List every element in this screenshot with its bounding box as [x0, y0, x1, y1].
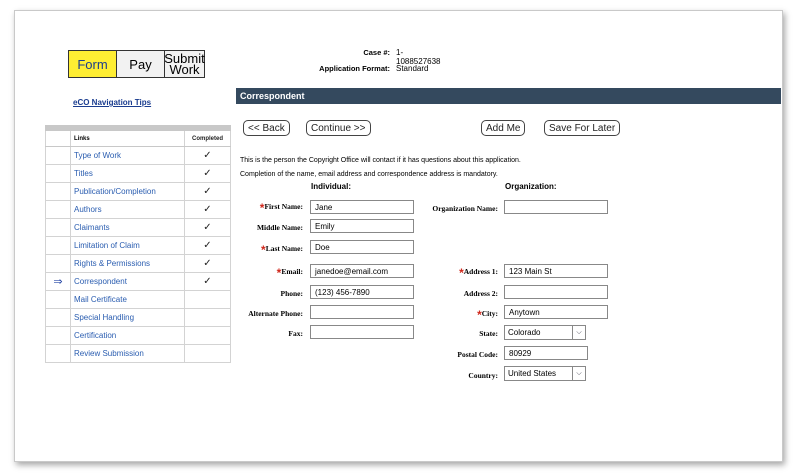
- required-marker: *: [477, 308, 482, 322]
- email-label: [230, 266, 303, 280]
- row-marker-cell: [45, 291, 71, 308]
- save-for-later-button[interactable]: [544, 120, 620, 136]
- last-name-label-text: Last Name:: [265, 244, 303, 253]
- sidebar-link[interactable]: Correspondent: [71, 273, 185, 290]
- first-name-field[interactable]: Jane: [310, 200, 414, 214]
- sidebar-link[interactable]: Mail Certificate: [71, 291, 185, 308]
- case-number-value: 1-1088527638: [396, 48, 441, 66]
- postal-code-label: Postal Code:: [457, 350, 498, 359]
- country-select[interactable]: [504, 366, 586, 381]
- links-table-row: [45, 237, 231, 255]
- last-name-label: [230, 243, 303, 257]
- info-line-1: This is the person the Copyright Office will contact if it has questions about this application.: [240, 157, 521, 164]
- required-marker: *: [276, 266, 282, 280]
- back-button-label: << Back: [248, 122, 285, 134]
- sidebar-link[interactable]: Rights & Permissions: [71, 255, 185, 272]
- alternate-phone-field[interactable]: [310, 305, 414, 319]
- alternate-phone-label: Alternate Phone:: [248, 309, 303, 318]
- fax-field[interactable]: [310, 325, 414, 339]
- step-form-tab[interactable]: Form: [69, 51, 117, 77]
- state-label: State:: [479, 329, 498, 338]
- address-2-label: Address 2:: [463, 289, 498, 298]
- check-icon: ✓: [185, 237, 231, 254]
- email-field[interactable]: janedoe@email.com: [310, 264, 414, 278]
- arrow-right-icon: ⇒: [45, 273, 71, 290]
- first-name-label: [230, 201, 303, 215]
- links-table-row: [45, 309, 231, 327]
- row-marker-cell: [45, 183, 71, 200]
- step-pay-tab[interactable]: Pay: [117, 51, 165, 77]
- row-marker-cell: [45, 165, 71, 182]
- add-me-button-label: Add Me: [486, 122, 521, 134]
- application-format-value: Standard: [396, 64, 429, 73]
- city-field[interactable]: Anytown: [504, 305, 608, 319]
- header-completed: Completed: [185, 131, 231, 146]
- organization-name-label: Organization Name:: [432, 204, 498, 213]
- completed-cell: [185, 309, 231, 326]
- address-1-field[interactable]: 123 Main St: [504, 264, 608, 278]
- completed-cell: [185, 327, 231, 344]
- links-table-row: [45, 147, 231, 165]
- middle-name-field[interactable]: Emily: [310, 219, 414, 233]
- links-table-row: [45, 255, 231, 273]
- country-value: United States: [508, 369, 557, 378]
- links-table-row: [45, 327, 231, 345]
- links-table-row: [45, 291, 231, 309]
- check-icon: ✓: [185, 201, 231, 218]
- case-number-label: Case #:: [363, 48, 390, 57]
- phone-label: Phone:: [280, 289, 303, 298]
- check-icon: ✓: [185, 273, 231, 290]
- row-marker-cell: [45, 345, 71, 362]
- links-table-row: [45, 165, 231, 183]
- country-label: Country:: [468, 371, 498, 380]
- city-label-text: City:: [481, 309, 498, 318]
- row-marker-cell: [45, 219, 71, 236]
- address-2-field[interactable]: [504, 285, 608, 299]
- row-marker-cell: [45, 327, 71, 344]
- row-marker-cell: [45, 255, 71, 272]
- save-for-later-button-label: Save For Later: [549, 122, 616, 134]
- row-marker-cell: [45, 147, 71, 164]
- info-line-2: Completion of the name, email address and correspondence address is mandatory.: [240, 171, 498, 178]
- continue-button[interactable]: [306, 120, 371, 136]
- sidebar-link[interactable]: Certification: [71, 327, 185, 344]
- check-icon: ✓: [185, 255, 231, 272]
- required-marker: *: [259, 201, 265, 215]
- sidebar-link[interactable]: Special Handling: [71, 309, 185, 326]
- sidebar-link[interactable]: Claimants: [71, 219, 185, 236]
- phone-field[interactable]: (123) 456-7890: [310, 285, 414, 299]
- links-table-header: [45, 131, 231, 147]
- sidebar-link[interactable]: Publication/Completion: [71, 183, 185, 200]
- check-icon: ✓: [185, 219, 231, 236]
- back-button[interactable]: [243, 120, 290, 136]
- fax-label: Fax:: [288, 329, 303, 338]
- links-table-row: [45, 273, 231, 291]
- sidebar-link[interactable]: Titles: [71, 165, 185, 182]
- step-submit-work-tab[interactable]: Submit Work: [164, 51, 205, 77]
- links-table-row: [45, 345, 231, 363]
- address-1-label: [410, 266, 498, 280]
- check-icon: ✓: [185, 165, 231, 182]
- email-label-text: Email:: [281, 267, 303, 276]
- header-links: Links: [71, 131, 185, 146]
- links-table: [45, 125, 231, 363]
- sidebar-link[interactable]: Limitation of Claim: [71, 237, 185, 254]
- links-rows: [45, 147, 231, 363]
- individual-heading: Individual:: [311, 182, 351, 191]
- check-icon: ✓: [185, 183, 231, 200]
- links-table-row: [45, 201, 231, 219]
- sidebar-link[interactable]: Type of Work: [71, 147, 185, 164]
- completed-cell: [185, 345, 231, 362]
- last-name-field[interactable]: Doe: [310, 240, 414, 254]
- required-marker: *: [459, 266, 464, 280]
- first-name-label-text: First Name:: [264, 202, 303, 211]
- state-value: Colorado: [508, 328, 541, 337]
- organization-name-field[interactable]: [504, 200, 608, 214]
- add-me-button[interactable]: [481, 120, 525, 136]
- organization-heading: Organization:: [505, 182, 557, 191]
- application-format-label: Application Format:: [319, 64, 390, 73]
- links-table-row: [45, 183, 231, 201]
- completed-cell: [185, 291, 231, 308]
- address-1-label-text: Address 1:: [463, 267, 498, 276]
- required-marker: *: [261, 243, 266, 257]
- section-title-bar: Correspondent: [236, 88, 781, 104]
- chevron-down-icon[interactable]: ⌵: [572, 326, 585, 339]
- postal-code-field[interactable]: 80929: [504, 346, 588, 360]
- row-marker-cell: [45, 237, 71, 254]
- step-tabs: [68, 50, 205, 78]
- middle-name-label: Middle Name:: [256, 223, 303, 232]
- continue-button-label: Continue >>: [311, 122, 366, 134]
- state-select[interactable]: [504, 325, 586, 340]
- row-marker-cell: [45, 309, 71, 326]
- check-icon: ✓: [185, 147, 231, 164]
- row-marker-cell: [45, 201, 71, 218]
- city-label: [410, 308, 498, 322]
- sidebar-link[interactable]: Authors: [71, 201, 185, 218]
- header-spacer: [45, 131, 71, 146]
- navigation-tips-link[interactable]: eCO Navigation Tips: [73, 98, 152, 107]
- sidebar-link[interactable]: Review Submission: [71, 345, 185, 362]
- links-table-row: [45, 219, 231, 237]
- chevron-down-icon[interactable]: ⌵: [572, 367, 585, 380]
